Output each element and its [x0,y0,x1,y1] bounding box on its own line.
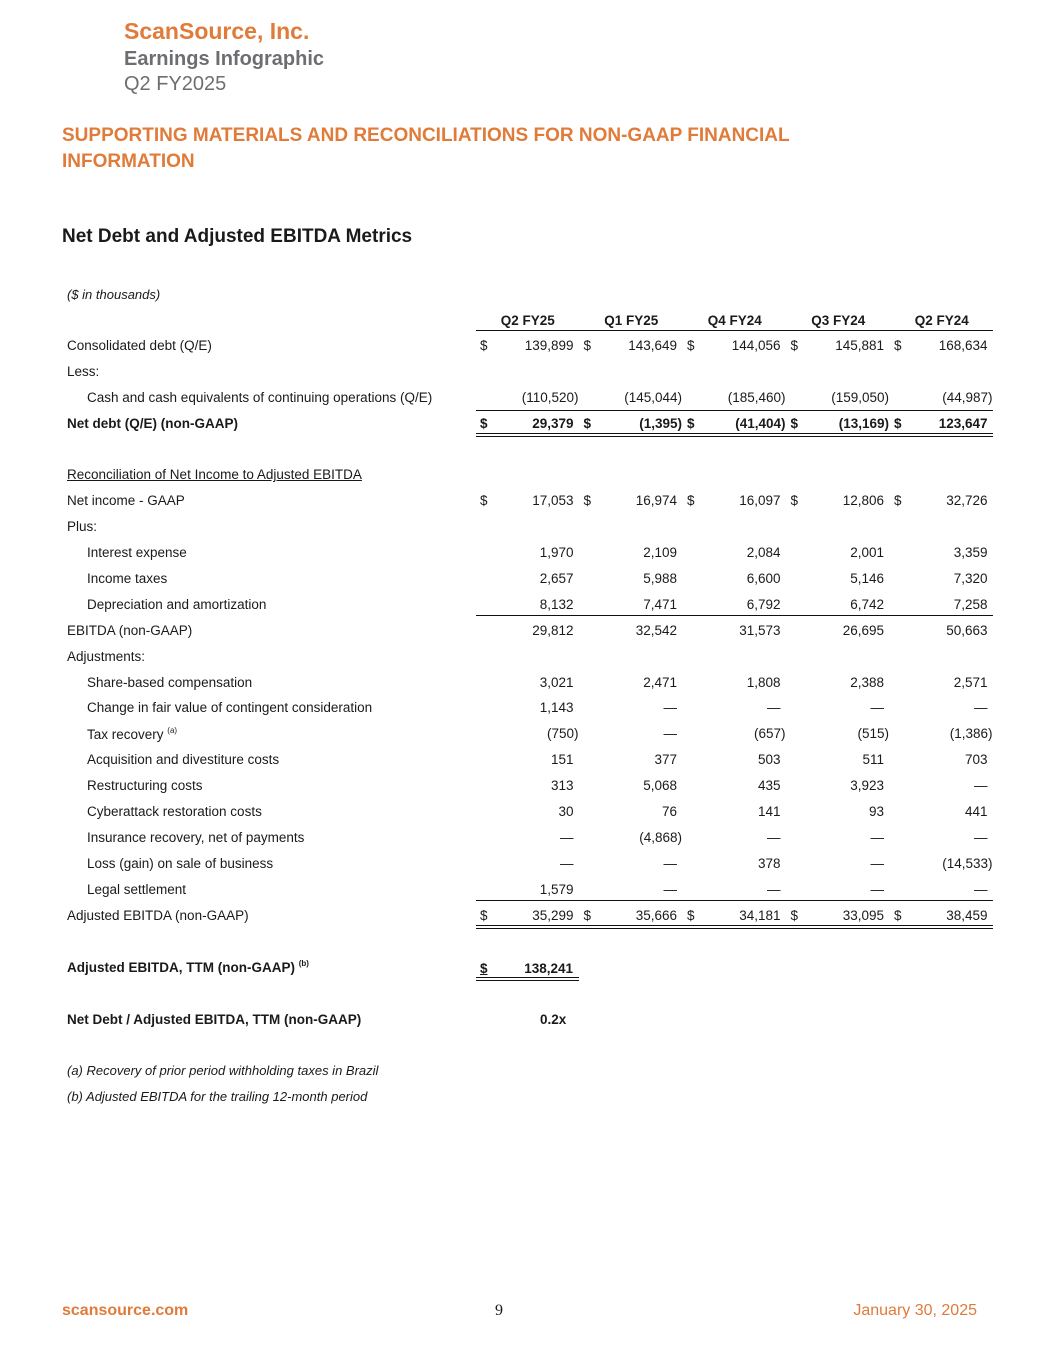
cell-value: — [974,881,988,897]
table-row [62,773,996,799]
currency-symbol: $ [790,493,799,509]
row-label-text: Share-based compensation [87,674,253,690]
row-label-text: Less: [67,363,100,379]
row-label [87,597,266,612]
cell-value: (657) [753,726,786,742]
cell-value: 17,053 [532,493,574,509]
table-row [62,721,996,747]
cell-value: 2,001 [850,545,884,561]
cell-value: — [974,829,988,845]
table-cell [476,623,580,643]
page-number: 9 [495,1302,503,1319]
table-cell [476,778,580,798]
table-cell [580,623,684,643]
row-label [67,364,99,379]
cell-value: 435 [757,778,781,794]
table-cell [476,726,580,746]
table-cell [890,804,994,824]
row-label-text: Legal settlement [87,881,187,897]
table-cell [476,830,580,850]
table-cell [787,700,891,720]
table-cell [890,545,994,565]
table-cell [580,493,684,513]
currency-symbol: $ [583,415,592,431]
table-cell [476,338,580,358]
cell-value: 7,320 [953,571,988,587]
table-cell [787,390,891,410]
table-title: Net Debt and Adjusted EBITDA Metrics [62,226,413,247]
table-cell [580,338,684,358]
currency-symbol: $ [687,493,695,509]
row-label [87,726,177,742]
row-label-text: Restructuring costs [87,778,203,794]
table-row [62,462,996,488]
table-cell [683,338,787,358]
table-cell [683,856,787,876]
table-row [62,437,996,463]
footer-date: January 30, 2025 [853,1302,977,1319]
cell-value: 5,146 [850,571,884,587]
table-cell [580,882,684,902]
row-label-text: Income taxes [87,571,168,587]
cell-value: 141 [757,804,781,820]
row-label-text: Cash and cash equivalents of continuing operations (Q/E) [87,389,433,405]
table-cell [683,623,787,643]
table-cell [787,597,891,617]
cell-value: 1,970 [539,545,574,561]
table-cell [787,856,891,876]
cell-value: 3,359 [953,545,988,561]
table-cell [683,545,787,565]
currency-symbol: $ [480,415,488,431]
row-label [87,804,262,819]
table-cell [580,830,684,850]
column-header: Q4 FY24 [707,313,762,328]
column-header: Q1 FY25 [604,313,659,328]
cell-value: — [870,881,884,897]
subtotal-rule [476,410,993,411]
row-label-text: Reconciliation of Net Income to Adjusted EBITDA [67,467,362,483]
row-label [67,623,192,638]
cell-value: — [870,700,884,716]
section-title: SUPPORTING MATERIALS AND RECONCILIATIONS FOR NON-GAAP FINANCIAL INFORMATION [62,125,790,172]
table-row [62,851,996,877]
table-cell [476,804,580,824]
cell-value: 3,021 [539,674,574,690]
cell-value: (159,050) [831,389,889,405]
table-cell [476,597,580,617]
currency-symbol: $ [790,338,799,353]
table-cell [683,752,787,772]
table-cell [476,700,580,720]
table-cell [580,700,684,720]
total-double-rule [476,433,993,437]
row-label-text: Plus: [67,519,98,535]
table-cell [580,726,684,746]
cell-value: — [767,700,781,716]
cell-value: 511 [862,752,884,768]
table-cell [890,597,994,617]
table-cell [683,493,787,513]
cell-value: 31,573 [739,622,781,638]
table-cell [787,830,891,850]
cell-value: 145,881 [835,338,884,353]
cell-value: 8,132 [539,596,574,612]
row-label-text: Insurance recovery, net of payments [87,829,305,845]
table-cell [890,571,994,591]
table-row [62,514,996,540]
cell-value: 441 [964,804,988,820]
row-label-text: Interest expense [87,545,187,561]
row-label-text: Net debt (Q/E) (non-GAAP) [67,415,238,431]
currency-symbol: $ [687,415,695,431]
footnote-ref: (b) [298,959,309,968]
table-cell [787,804,891,824]
table-cell [683,390,787,410]
cell-value: — [974,700,988,716]
cell-value: 76 [661,804,677,820]
row-label-text: Change in fair value of contingent consideration [87,700,373,716]
currency-symbol: $ [790,907,799,923]
ratio-label: Net Debt / Adjusted EBITDA, TTM (non-GAAP) [67,1012,362,1027]
cell-value: 3,923 [850,778,884,794]
cell-value: (44,987) [942,389,993,405]
table-cell [787,882,891,902]
row-label [87,882,186,897]
cell-value: 6,742 [850,596,884,612]
cell-value: (13,169) [838,415,889,431]
table-cell [580,597,684,617]
cell-value: — [870,829,884,845]
cell-value: — [974,778,988,794]
table-cell [890,856,994,876]
cell-value: (1,395) [639,415,682,431]
footnote-ref: (a) [167,726,178,736]
cell-value: 2,084 [746,545,781,561]
document-period: Q2 FY2025 [124,73,227,95]
table-row [62,825,996,851]
table-row [62,747,996,773]
cell-value: 35,299 [532,907,574,923]
cell-value: 168,634 [938,338,988,353]
cell-value: 503 [757,752,781,768]
row-label-text: Adjusted EBITDA (non-GAAP) [67,907,249,923]
currency-symbol: $ [480,338,488,353]
cell-value: (110,520) [521,389,579,405]
cell-value: 35,666 [635,907,677,923]
row-label [67,467,362,482]
currency-symbol: $ [790,415,799,431]
subtotal-rule [476,615,993,616]
cell-value: 1,579 [539,881,574,897]
table-cell [580,390,684,410]
table-cell [476,545,580,565]
cell-value: 16,974 [635,493,677,509]
table-cell [890,726,994,746]
row-label [67,416,238,431]
cell-value: 5,988 [643,571,677,587]
cell-value: (1,386) [949,726,993,742]
cell-value: 123,647 [938,415,988,431]
ttm-label-text: Adjusted EBITDA, TTM (non-GAAP) [67,960,295,975]
table-cell [890,830,994,850]
table-row [62,877,996,903]
ttm-value: 138,241 [524,961,573,976]
cell-value: 6,600 [746,571,781,587]
cell-value: 30 [558,804,574,820]
column-header: Q2 FY24 [914,313,969,328]
column-header: Q2 FY25 [500,313,555,328]
table-cell [890,338,994,358]
cell-value: 313 [550,778,574,794]
table-cell [787,675,891,695]
cell-value: 2,571 [953,674,988,690]
table-cell [683,804,787,824]
units-note: ($ in thousands) [67,287,161,302]
table-cell [787,493,891,513]
currency-symbol: $ [583,493,592,509]
table-cell [787,778,891,798]
table-cell [890,390,994,410]
cell-value: 151 [550,752,574,768]
table-cell [890,493,994,513]
row-label [87,752,279,767]
header-underline [476,330,993,331]
row-label [87,830,304,845]
cell-value: 2,109 [643,545,677,561]
table-row [62,385,996,411]
cell-value: 34,181 [739,907,781,923]
row-label [67,649,145,664]
ttm-double-rule [476,977,579,981]
cell-value: 6,792 [746,596,781,612]
row-label-text: Acquisition and divestiture costs [87,752,280,768]
cell-value: (145,044) [624,389,682,405]
table-row [62,644,996,670]
table-cell [890,882,994,902]
cell-value: (185,460) [727,389,786,405]
table-cell [890,623,994,643]
row-label [87,700,372,715]
table-cell [890,700,994,720]
cell-value: — [560,829,574,845]
row-label [87,675,252,690]
table-cell [787,726,891,746]
table-row [62,695,996,721]
cell-value: (515) [857,726,889,742]
row-label-text: EBITDA (non-GAAP) [67,622,193,638]
cell-value: 32,726 [946,493,988,509]
document-subtitle: Earnings Infographic [124,48,325,70]
table-cell [683,778,787,798]
table-row [62,618,996,644]
cell-value: 16,097 [739,493,781,509]
footer-website: scansource.com [62,1302,189,1319]
table-cell [683,830,787,850]
cell-value: 2,471 [643,674,677,690]
cell-value: 29,812 [532,622,574,638]
table-cell [476,571,580,591]
table-cell [580,571,684,591]
ttm-label [67,959,309,975]
table-cell [476,752,580,772]
currency-symbol: $ [583,338,592,353]
row-label-text: Net income - GAAP [67,493,185,509]
currency-symbol: $ [480,493,488,509]
total-double-rule [476,925,993,929]
table-cell [580,856,684,876]
row-label [87,390,432,405]
footnote-a: (a) Recovery of prior period withholding taxes in Brazil [67,1063,379,1078]
table-cell [787,545,891,565]
table-cell [580,545,684,565]
currency-symbol: $ [687,907,695,923]
table-row [62,799,996,825]
cell-value: 50,663 [946,622,988,638]
cell-value: 2,388 [850,674,884,690]
cell-value: 5,068 [643,778,677,794]
cell-value: 29,379 [532,415,574,431]
row-label-text: Adjustments: [67,648,146,664]
currency-symbol: $ [687,338,695,353]
row-label [67,519,97,534]
cell-value: 703 [964,752,988,768]
cell-value: — [560,855,574,871]
table-cell [476,856,580,876]
row-label-text: Tax recovery [87,727,164,743]
cell-value: 32,542 [635,622,677,638]
table-row [62,333,996,359]
table-cell [683,597,787,617]
cell-value: 2,657 [539,571,574,587]
cell-value: (750) [546,726,579,742]
currency-symbol: $ [480,907,488,923]
cell-value: 33,095 [842,907,884,923]
subtotal-rule [476,900,993,901]
cell-value: 144,056 [731,338,781,353]
cell-value: 26,695 [842,622,884,638]
table-row [62,566,996,592]
table-cell [787,338,891,358]
table-cell [476,493,580,513]
table-cell [890,675,994,695]
currency-symbol: $ [583,907,592,923]
table-cell [787,752,891,772]
cell-value: 1,808 [746,674,781,690]
row-label [67,338,212,353]
cell-value: — [663,855,677,871]
cell-value: — [663,881,677,897]
cell-value: 93 [868,804,884,820]
table-cell [580,675,684,695]
table-cell [580,804,684,824]
table-row [62,359,996,385]
column-header: Q3 FY24 [811,313,866,328]
company-name: ScanSource, Inc. [124,18,310,44]
table-cell [683,675,787,695]
cell-value: (14,533) [942,855,993,871]
table-row [62,592,996,618]
table-cell [476,882,580,902]
cell-value: — [663,726,677,742]
row-label-text: Cyberattack restoration costs [87,804,262,820]
cell-value: (41,404) [735,415,786,431]
currency-symbol: $ [894,338,902,353]
cell-value: 12,806 [842,493,884,509]
cell-value: 143,649 [628,338,677,353]
cell-value: — [767,829,781,845]
table-cell [476,675,580,695]
currency-symbol: $ [894,493,902,509]
row-label [67,493,185,508]
row-label-text: Loss (gain) on sale of business [87,855,274,871]
table-cell [683,726,787,746]
footnote-b: (b) Adjusted EBITDA for the trailing 12-month period [67,1089,368,1104]
row-label [87,778,203,793]
cell-value: 1,143 [539,700,574,716]
table-cell [580,778,684,798]
cell-value: — [870,855,884,871]
currency-symbol: $ [894,415,902,431]
cell-value: 378 [757,855,781,871]
cell-value: 377 [654,752,677,768]
row-label [87,571,167,586]
table-cell [787,623,891,643]
cell-value: — [767,881,781,897]
table-row [62,670,996,696]
ratio-value: 0.2x [540,1012,567,1027]
financial-table [62,309,996,928]
row-label-text: Consolidated debt (Q/E) [67,338,212,353]
table-cell [476,390,580,410]
row-label-text: Depreciation and amortization [87,596,267,612]
cell-value: 139,899 [524,338,574,353]
cell-value: 7,471 [643,596,677,612]
table-cell [787,571,891,591]
table-cell [683,571,787,591]
currency-symbol: $ [894,907,902,923]
table-cell [683,882,787,902]
table-cell [890,752,994,772]
row-label [87,545,187,560]
cell-value: — [663,700,677,716]
row-label [67,908,249,923]
cell-value: 38,459 [946,907,988,923]
table-cell [683,700,787,720]
table-row [62,540,996,566]
row-label [87,856,273,871]
table-cell [890,778,994,798]
cell-value: 7,258 [953,596,988,612]
ttm-currency: $ [480,961,488,976]
cell-value: (4,868) [639,829,682,845]
table-cell [580,752,684,772]
table-row [62,488,996,514]
